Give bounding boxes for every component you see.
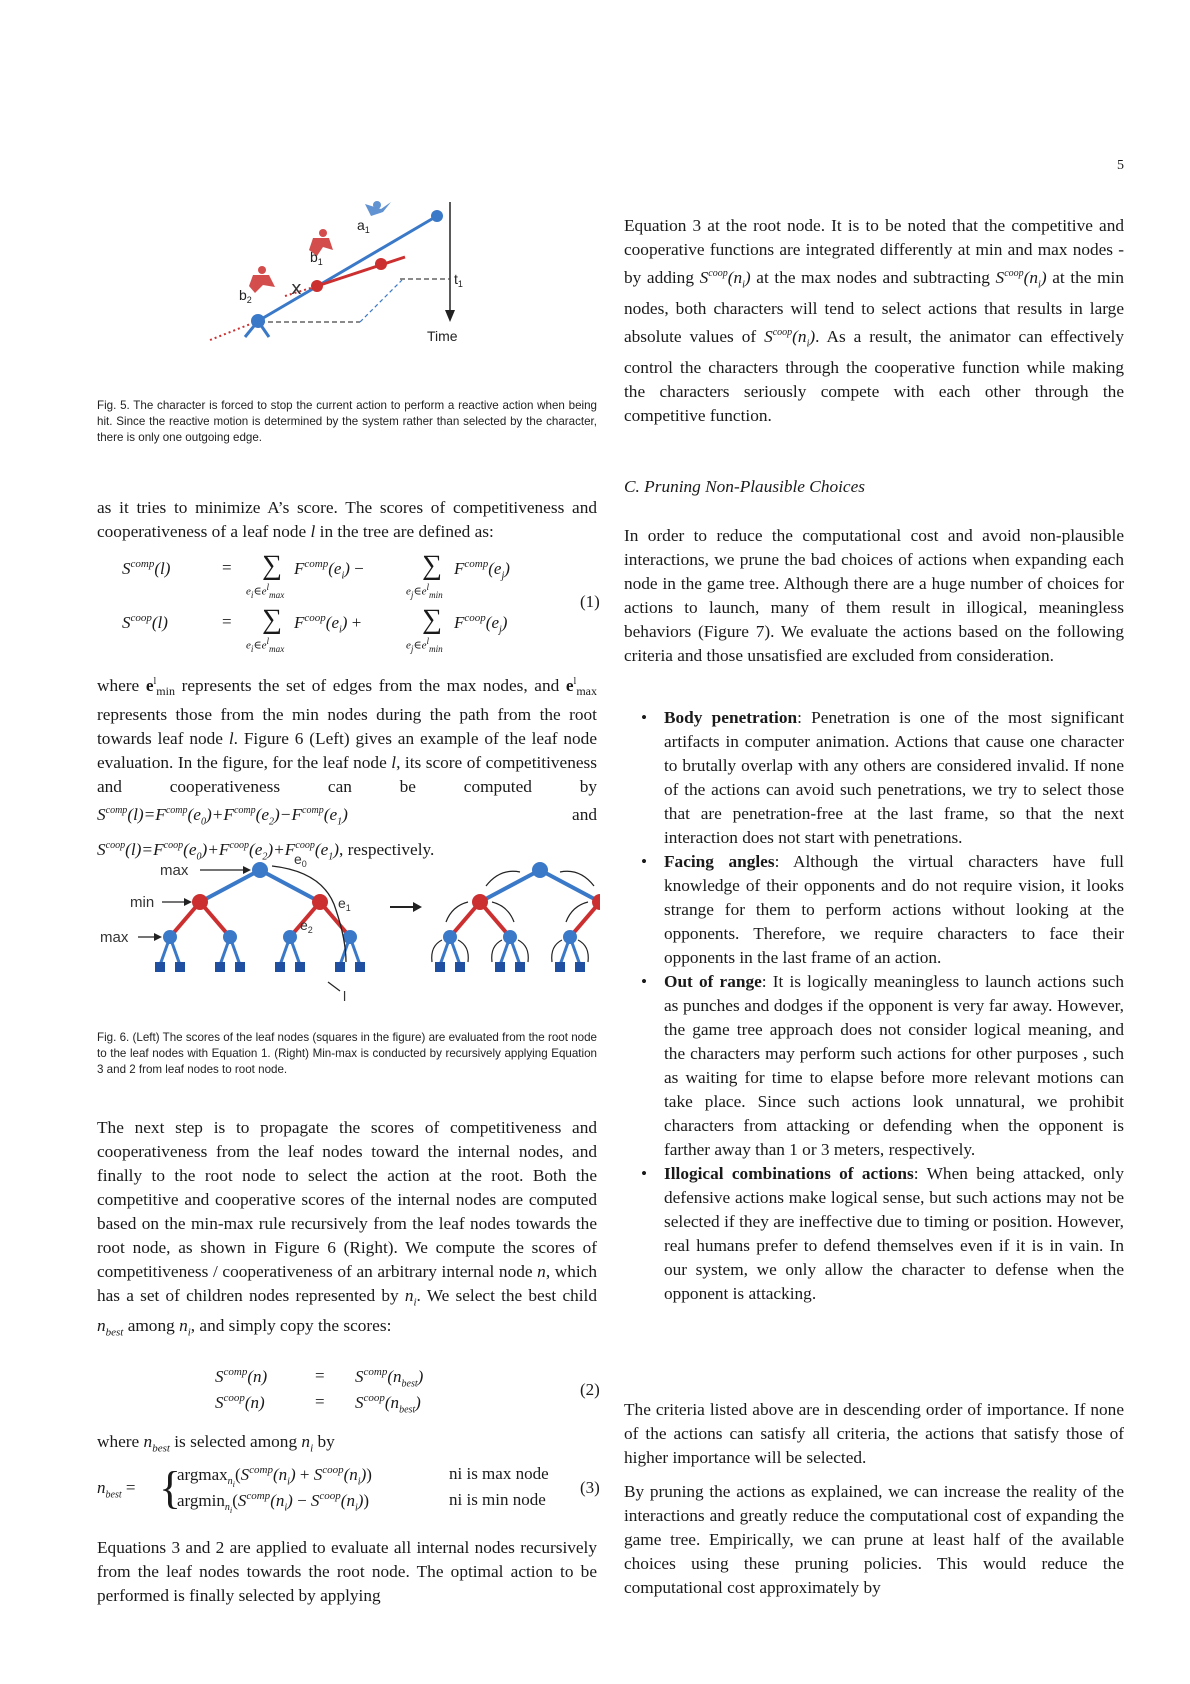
fig6-label-e1: $e_1$ [338,895,351,913]
equation-2: $S^{comp}(n)$ = $S^{comp}(n_{best})$ $S^{coop}(n)$ = $S^{coop}(n_{best})$ [215,1366,424,1416]
equation-2-number: (2) [580,1380,600,1399]
figure-5 [205,200,495,375]
eq3-case1: ni is max node [449,1464,549,1483]
eq3-case2: ni is min node [449,1490,546,1509]
fig6-label-max-top: max [160,862,189,879]
fig5-caption: Fig. 5. The character is forced to stop the current action to perform a reactive action when being hit. Since the reactive motion is determined by the system rather than selected by the character, there is only one outgoing edge. [97,399,597,444]
right-p3: The criteria listed above are in descending order of importance. If none of the actions can satisfy all criteria, the actions that satisfy those of higher importance will be selected. [624,1400,1124,1467]
fig5-label-b1: $b_1$ [310,249,323,267]
equation-1: $S^{comp}(l)$ = ∑ $e_i\in e^l_{max}$ $F^{comp}(e_i)$ − ∑ $e_j\in e^l_{min}$ $F^{comp}(e_j)$ $S^{coop}(l)$ = ∑ $e_i\in e^l_{max}$ $F^{coop}(e_i)$ + ∑ $e_j\in e^l_{min}$ $F^{coop}(e_j)$ [122,550,510,654]
section-heading: C. Pruning Non-Plausible Choices [624,477,865,496]
equation-3-number: (3) [580,1478,600,1497]
list-item: • Out of range: It is logically meaningless to launch actions such as punches and dodges if the opponent is very far away. However, the game tree approach does not consider logical meaning, and the characters may perform such actions for other purposes , such as waiting for time to elapse before more relevant motions can take place. Since such actions look unnatural, we prohibit characters from attacking or defending when the opponent is farther away than 1 or 3 meters, respectively. [641,972,1124,1159]
list-item: • Facing angles: Although the virtual characters have full knowledge of their opponents and do not require vision, it looks strange for them to perform actions without looking at the opponents. Therefore, we require characters to face their opponents in the last frame of an action. [641,852,1124,967]
equation-3: $n_{best}$ = { $argmax_{n_i}(S^{comp}(n_i) + S^{coop}(n_i))$ $argmin_{n_i}(S^{comp}(n_i) - S^{coop}(n_i))$ ni is max node ni is min node [97,1462,549,1516]
left-p5: Equations 3 and 2 are applied to evaluate all internal nodes recursively from the leaf nodes towards the root node. The optimal action to be performed is finally selected by applying [97,1538,597,1605]
fig6-label-l: l [343,988,347,1004]
left-p1-text: as it tries to minimize A’s score. The scores of competitiveness and cooperativeness of a leaf node l in the tree are defined as: [97,498,597,541]
left-p1 [97,496,597,544]
list-item: • Body penetration: Penetration is one of the most significant artifacts in computer animation. Actions that cause one character to brutally overlap with any others are considered invalid. If none of the actions can avoid such penetrations, we try to select those that are penetration-free at the last frame, so that the next interaction does not start with penetrations. [641,708,1124,847]
fig6-label-e2: $e_2$ [300,917,313,935]
right-p2: In order to reduce the computational cost and avoid non-plausible interactions, we prune the bad choices of actions when expanding each node in the game tree. Although there are a huge number of choices for actions to launch, many of them result in illogical, meaningless behaviors (Figure 7). We evaluate the actions based on the following criteria and those unsatisfied are excluded from consideration. [624,526,1124,665]
page-number: 5 [1117,158,1124,173]
equation-1-number: (1) [580,592,600,611]
criteria-list [624,706,1124,1306]
fig5-label-b2: $b_2$ [239,287,252,305]
svg-text:x: x [291,278,302,299]
fig6-label-min: min [130,894,155,911]
right-p1: Equation 3 at the root node. It is to be noted that the competitive and cooperative functions are integrated differently at min and max nodes - by adding $S^{coop}(n_i)$ at the max nodes and subtracting $S^{coop}(n_i)$ at the min nodes, both characters will tend to select actions that results in large absolute values of $S^{coop}(n_i)$. As a result, the animator can effectively control the characters through the cooperative function while making the characters seriously compete with each other through the competitive function. [624,216,1124,426]
fig5-label-time: Time [427,328,458,344]
figure-6 [100,850,600,1005]
left-p4: where $n_{best}$ is selected among $n_i$ by [97,1432,335,1455]
left-p3: The next step is to propagate the scores of competitiveness and cooperativeness from the leaf nodes toward the internal nodes, and finally to the root node to select the action at the root. Both the competitive and cooperative scores of the internal nodes are computed based on the min-max rule recursively from the leaf nodes towards the root node, as shown in Figure 6 (Right). We compute the scores of competitiveness / cooperativeness of an arbitrary internal node n, which has a set of children nodes represented by $n_i$. We select the best child $n_{best}$ among $n_i$, and simply copy the scores: [97,1118,598,1339]
fig6-label-e0: $e_0$ [294,851,307,869]
fig5-label-t1: $t_1$ [454,271,463,289]
fig6-label-max-bottom: max [100,929,129,946]
list-item: • Illogical combinations of actions: When being attacked, only defensive actions make logical sense, but such actions may not be selected if they are ineffective due to timing or position. However, real humans prefer to defend themselves even if it is in vain. In our system, we only allow the character to defense when the opponent is attacking. [641,1164,1124,1303]
right-p4: By pruning the actions as explained, we can increase the reality of the interactions and greatly reduce the computational cost of expanding the game tree. Empirically, we can prune at least half of the available choices using these pruning policies. This would reduce the computational cost approximately by [624,1482,1124,1597]
fig6-caption: Fig. 6. (Left) The scores of the leaf nodes (squares in the figure) are evaluated from the root node to the leaf nodes with Equation 1. (Right) Min-max is conducted by recursively applying Equation 3 and 2 from leaf nodes to root node. [97,1031,597,1076]
fig5-label-a1: $a_1$ [357,217,370,235]
left-p2: where $e^l_{min}$ represents the set of edges from the max nodes, and $e^l_{max}$ represents those from the min nodes during the path from the root towards leaf node l. Figure 6 (Left) gives an example of the leaf node evaluation. In the figure, for the leaf node l, its score of competitiveness and cooperativeness can be computed by $S^{comp}(l)=F^{comp}(e_0)+F^{comp}(e_2)-F^{comp}(e_1)$ and $S^{coop}(l)=F^{coop}(e_0)+F^{coop}(e_2)+F^{coop}(e_1)$, respectively. [97,675,597,863]
